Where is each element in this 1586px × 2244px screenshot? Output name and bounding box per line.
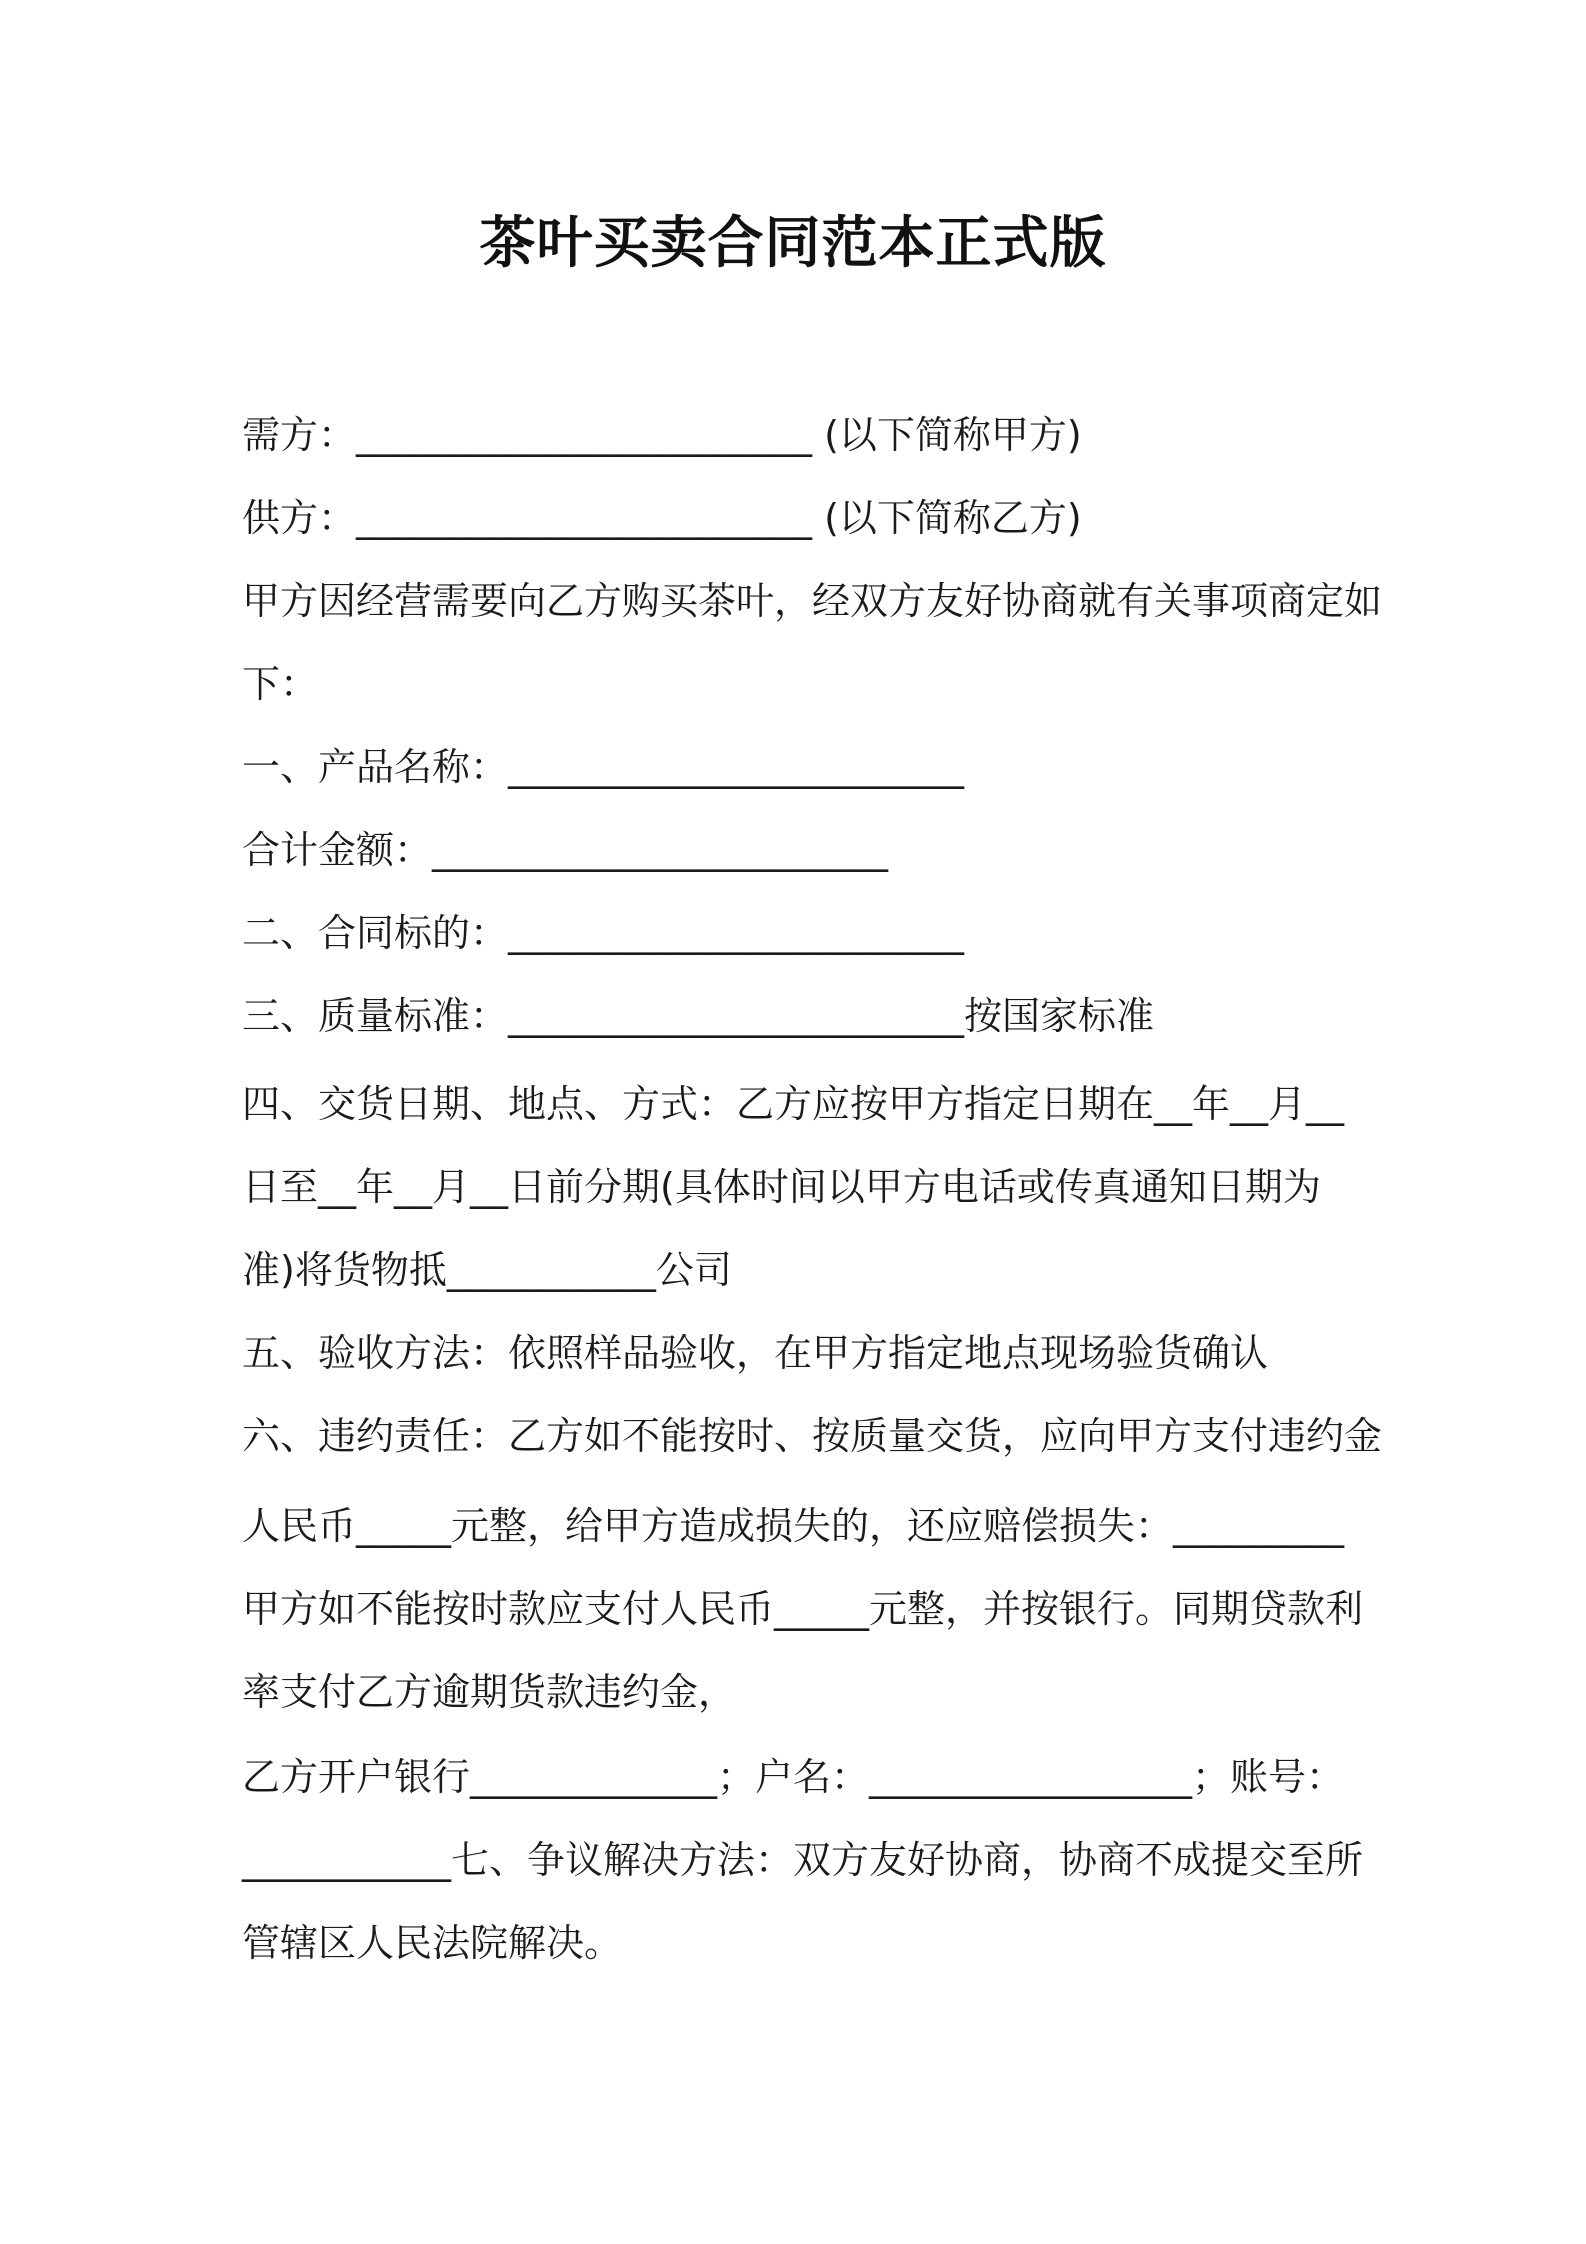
intro-line: 甲方因经营需要向乙方购买茶叶，经双方友好协商就有关事项商定如 [242, 579, 1383, 623]
liability-line-cont-1: 人民币_____元整，给甲方造成损失的，还应赔偿损失：_________ [242, 1504, 1345, 1548]
delivery-line-cont-1: 日至__年__月__日前分期(具体时间以甲方电话或传真通知日期为 [242, 1165, 1321, 1209]
total-amount-line: 合计金额：________________________ [242, 828, 889, 872]
liability-line-cont-2: 甲方如不能按时款应支付人民币_____元整，并按银行。同期贷款利 [242, 1587, 1364, 1631]
delivery-line: 四、交货日期、地点、方式：乙方应按甲方指定日期在__年__月__ [242, 1082, 1345, 1126]
intro-line-cont: 下： [242, 662, 319, 706]
document-title: 茶叶买卖合同范本正式版 [479, 211, 1107, 276]
contract-subject-line: 二、合同标的：________________________ [242, 911, 965, 955]
dispute-line: ___________七、争议解决方法：双方友好协商，协商不成提交至所 [242, 1838, 1364, 1882]
acceptance-line: 五、验收方法：依照样品验收，在甲方指定地点现场验货确认 [242, 1331, 1269, 1375]
bank-account-line: 乙方开户银行_____________；户名：_________________；账号： [242, 1755, 1345, 1799]
delivery-line-cont-2: 准)将货物抵___________公司 [242, 1248, 732, 1292]
buyer-line: 需方：________________________ (以下简称甲方) [242, 413, 1082, 457]
seller-line: 供方：________________________ (以下简称乙方) [242, 496, 1082, 540]
dispute-line-cont: 管辖区人民法院解决。 [242, 1921, 623, 1965]
quality-standard-line: 三、质量标准：________________________按国家标准 [242, 994, 1155, 1038]
product-name-line: 一、产品名称：________________________ [242, 745, 965, 789]
liability-line: 六、违约责任：乙方如不能按时、按质量交货，应向甲方支付违约金 [242, 1414, 1383, 1458]
liability-line-cont-3: 率支付乙方逾期货款违约金， [242, 1670, 737, 1714]
